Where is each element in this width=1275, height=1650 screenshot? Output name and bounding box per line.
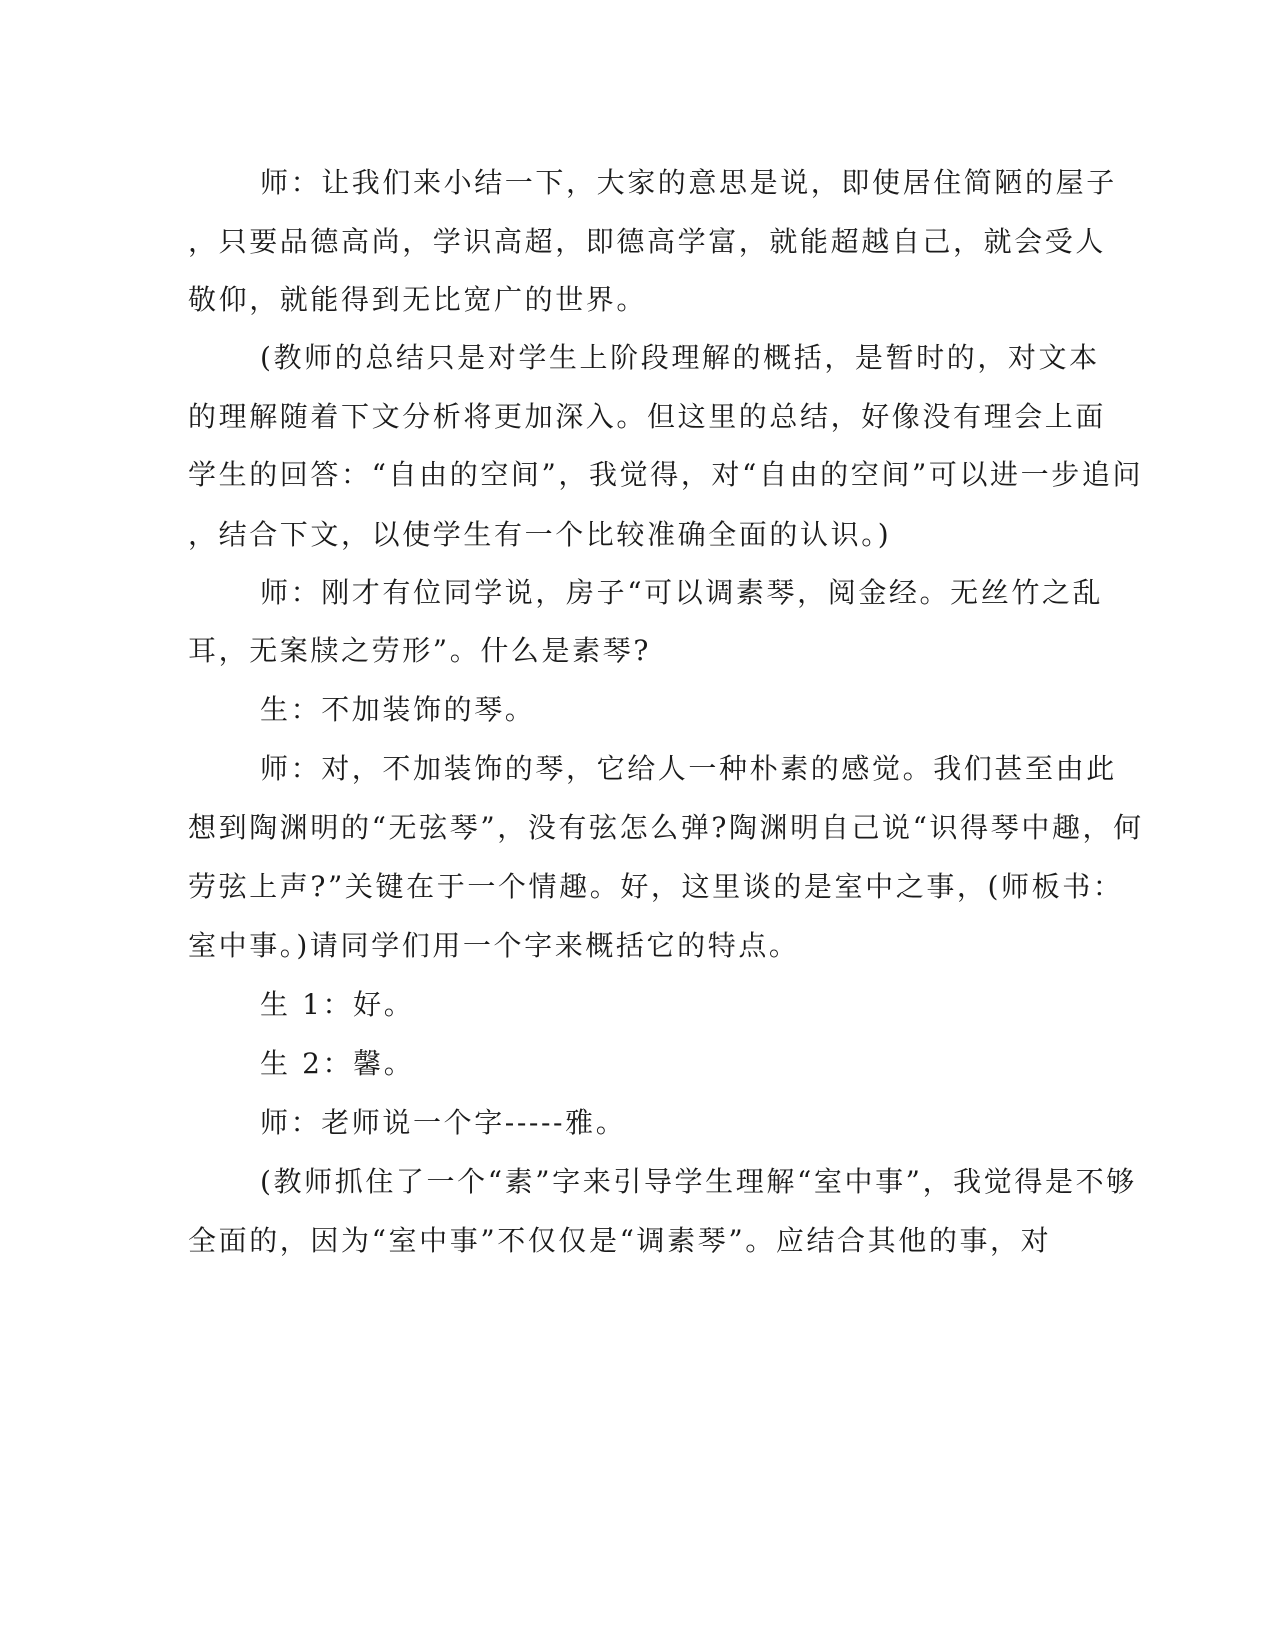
text-line: 生：不加装饰的琴。	[260, 693, 536, 726]
text-line: 师：刚才有位同学说，房子“可以调素琴，阅金经。无丝竹之乱	[260, 576, 1104, 609]
text-line: 耳，无案牍之劳形”。什么是素琴?	[188, 634, 651, 667]
text-line: (教师抓住了一个“素”字来引导学生理解“室中事”，我觉得是不够	[260, 1165, 1137, 1198]
text-line: 敬仰，就能得到无比宽广的世界。	[188, 283, 648, 316]
text-line: 师：对，不加装饰的琴，它给人一种朴素的感觉。我们甚至由此	[260, 752, 1117, 785]
text-line: (教师的总结只是对学生上阶段理解的概括，是暂时的，对文本	[260, 341, 1100, 374]
text-line: 的理解随着下文分析将更加深入。但这里的总结，好像没有理会上面	[188, 400, 1107, 433]
text-line: 生 2：馨。	[260, 1047, 415, 1080]
text-line: 室中事。)请同学们用一个字来概括它的特点。	[188, 929, 800, 962]
text-line: 全面的，因为“室中事”不仅仅是“调素琴”。应结合其他的事，对	[188, 1224, 1052, 1257]
text-line: 生 1：好。	[260, 988, 415, 1021]
text-line: 想到陶渊明的“无弦琴”，没有弦怎么弹?陶渊明自己说“识得琴中趣，何	[188, 811, 1144, 844]
text-line: 师：老师说一个字-----雅。	[260, 1106, 627, 1139]
text-line: 师：让我们来小结一下，大家的意思是说，即使居住简陋的屋子	[260, 166, 1117, 199]
text-line: 劳弦上声?”关键在于一个情趣。好，这里谈的是室中之事，(师板书：	[188, 870, 1124, 903]
text-line: ，结合下文，以使学生有一个比较准确全面的认识。)	[188, 518, 892, 551]
text-line: ，只要品德高尚，学识高超，即德高学富，就能超越自己，就会受人	[188, 225, 1107, 258]
text-line: 学生的回答：“自由的空间”，我觉得，对“自由的空间”可以进一步追问	[188, 458, 1144, 491]
